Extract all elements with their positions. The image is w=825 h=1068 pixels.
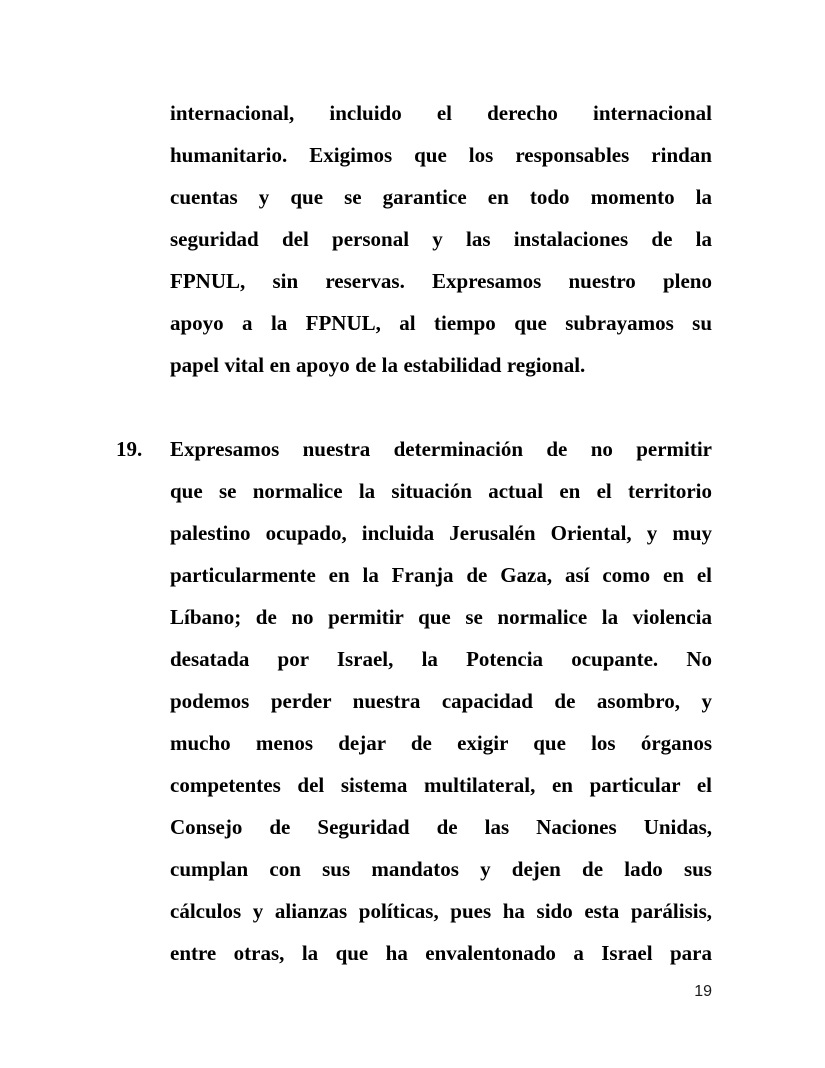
text-line: Líbano; de no permitir que se normalice la violencia	[170, 605, 712, 629]
text-line: Consejo de Seguridad de las Naciones Unidas,	[170, 815, 712, 839]
paragraph-continuation	[116, 92, 712, 386]
text-line: particularmente en la Franja de Gaza, así como en el	[170, 563, 712, 587]
text-line: palestino ocupado, incluida Jerusalén Oriental, y muy	[170, 521, 712, 545]
text-line: desatada por Israel, la Potencia ocupante. No	[170, 647, 712, 671]
paragraph-text	[170, 428, 712, 974]
paragraph-19	[116, 428, 712, 974]
text-line: competentes del sistema multilateral, en particular el	[170, 773, 712, 797]
text-line: Expresamos nuestra determinación de no permitir	[170, 437, 712, 461]
paragraph-text	[170, 92, 712, 386]
page-number: 19	[694, 983, 712, 1000]
text-line: FPNUL, sin reservas. Expresamos nuestro pleno	[170, 269, 712, 293]
text-line: humanitario. Exigimos que los responsables rindan	[170, 143, 712, 167]
text-line: apoyo a la FPNUL, al tiempo que subrayamos su	[170, 311, 712, 335]
document-body	[116, 92, 712, 974]
text-line: podemos perder nuestra capacidad de asombro, y	[170, 689, 712, 713]
text-line: papel vital en apoyo de la estabilidad regional.	[170, 353, 586, 377]
text-line: cálculos y alianzas políticas, pues ha sido esta parálisis,	[170, 899, 712, 923]
text-line: mucho menos dejar de exigir que los órganos	[170, 731, 712, 755]
text-line: entre otras, la que ha envalentonado a Israel para	[170, 941, 712, 965]
text-line: internacional, incluido el derecho internacional	[170, 101, 712, 125]
text-line: cumplan con sus mandatos y dejen de lado sus	[170, 857, 712, 881]
text-line: cuentas y que se garantice en todo momento la	[170, 185, 712, 209]
text-line: que se normalice la situación actual en el territorio	[170, 479, 712, 503]
paragraph-marker: 19.	[116, 437, 143, 461]
text-line: seguridad del personal y las instalaciones de la	[170, 227, 712, 251]
